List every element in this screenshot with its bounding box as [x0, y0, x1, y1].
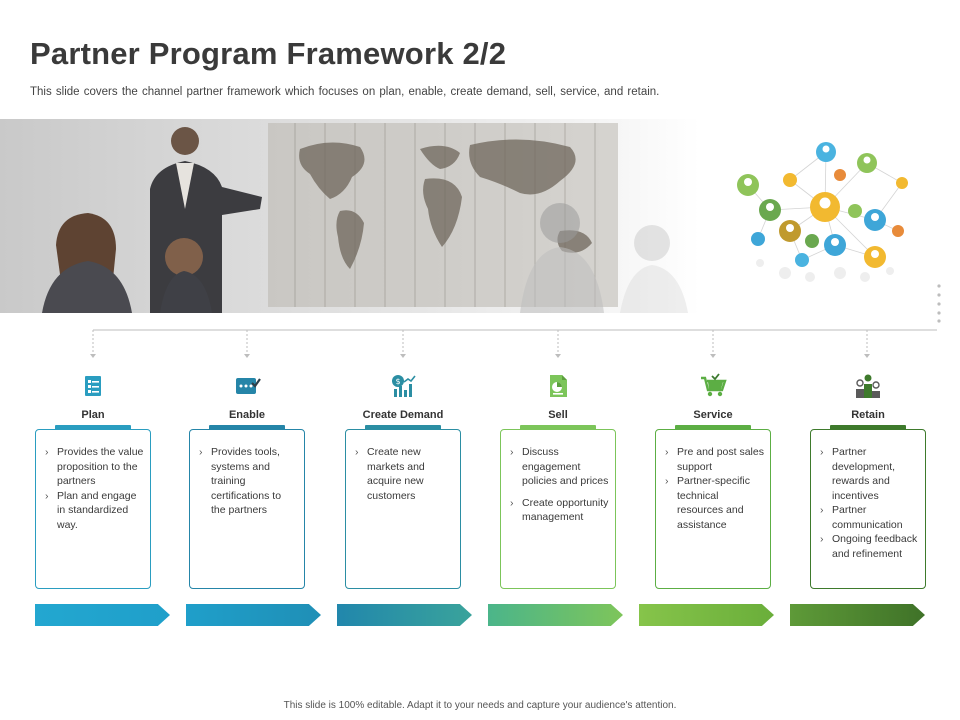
stage-label: Sell: [548, 409, 568, 421]
stage-bar: [830, 425, 906, 430]
bullet: › Partner-specific technical resources and assistance: [664, 474, 764, 532]
bullet: › Provides tools, systems and training certifications to the partners: [198, 445, 298, 518]
shopping-cart-icon: [699, 372, 727, 400]
stage-label: Create Demand: [362, 409, 444, 421]
bullet: › Plan and engage in standardized way.: [44, 489, 144, 533]
bullet: › Discuss engagement policies and prices: [509, 445, 609, 489]
stage-connector: [0, 280, 960, 370]
stage-arrow: [488, 604, 623, 626]
stage-label: Service: [693, 409, 733, 421]
checklist-icon: [79, 372, 107, 400]
bullet: › Provides the value proposition to the partners: [44, 445, 144, 489]
stage-box: [345, 429, 461, 589]
stage-bar: [209, 425, 285, 430]
stage-arrow: [639, 604, 774, 626]
stage-arrow: [186, 604, 321, 626]
stage-box: [810, 429, 926, 589]
svg-text:$: $: [395, 377, 401, 386]
stage-label: Enable: [228, 409, 266, 421]
stage-box: [500, 429, 616, 589]
bullet: › Pre and post sales support: [664, 445, 764, 474]
bullet: › Partner communication: [819, 503, 919, 532]
bullet: › Create opportunity management: [509, 496, 609, 525]
stage-bar: [675, 425, 751, 430]
stage-label: Retain: [851, 409, 885, 421]
podium-icon: [854, 372, 882, 400]
growth-chart-icon: [389, 372, 417, 400]
stage-arrow: [35, 604, 170, 626]
bullet: › Create new markets and acquire new customers: [354, 445, 454, 503]
bullet: › Partner development, rewards and incentives: [819, 445, 919, 503]
stage-arrow: [790, 604, 925, 626]
stage-bar: [365, 425, 441, 430]
stage-box: [35, 429, 151, 589]
slide-footer: This slide is 100% editable. Adapt it to your needs and capture your audience's attention.: [283, 700, 677, 711]
stage-arrow: [337, 604, 472, 626]
stage-box: [189, 429, 305, 589]
stage-box: [655, 429, 771, 589]
partner-network-graphic: [730, 135, 920, 285]
slide-subtitle: This slide covers the channel partner framework which focuses on plan, enable, create demand, sell, service, and retain.: [30, 86, 660, 98]
bullet: › Ongoing feedback and refinement: [819, 532, 919, 561]
document-chart-icon: [544, 372, 572, 400]
stage-bar: [520, 425, 596, 430]
stage-label: Plan: [81, 409, 105, 421]
stage-bar: [55, 425, 131, 430]
slide-title: Partner Program Framework 2/2: [30, 36, 507, 71]
message-check-icon: [233, 372, 261, 400]
